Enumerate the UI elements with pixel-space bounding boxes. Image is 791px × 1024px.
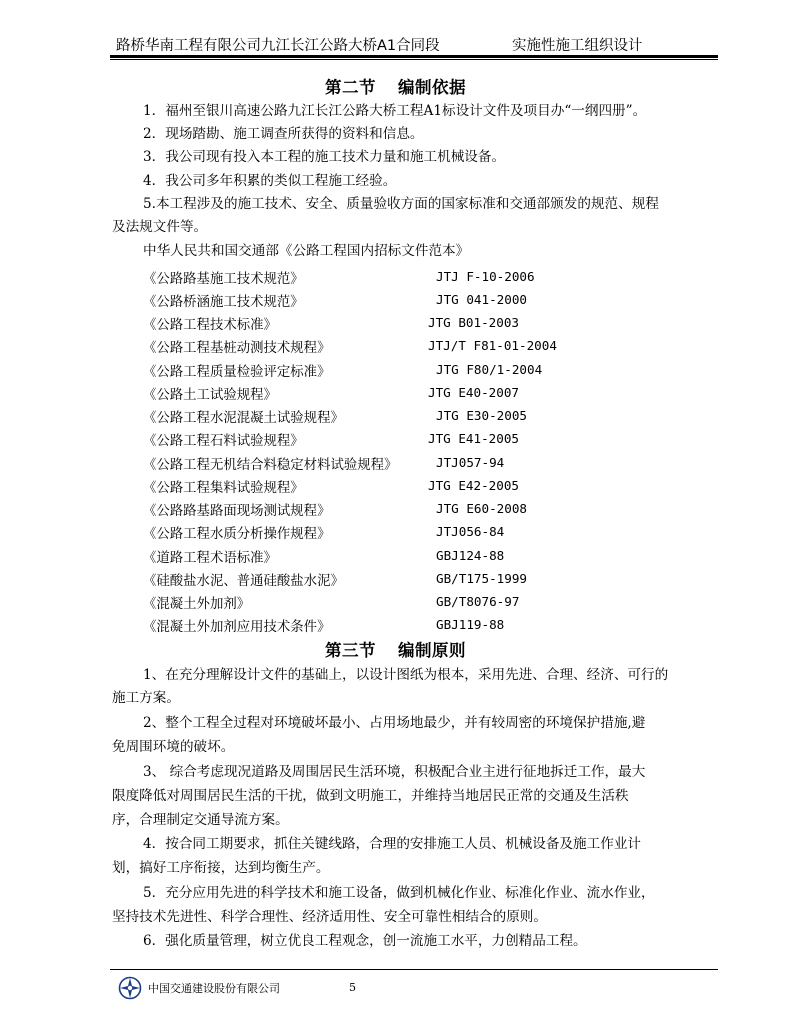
principle-line: 坚持技术先进性、科学合理性、经济适用性、安全可靠性相结合的原则。 (112, 909, 547, 925)
section-3-number: 第三节 (325, 641, 376, 660)
header-rule-thin (110, 59, 718, 60)
basis-item-5-line1: 5.本工程涉及的施工技术、安全、质量验收方面的国家标准和交通部颁发的规范、规程 (143, 196, 659, 212)
principle-line: 6．强化质量管理，树立优良工程观念，创一流施工水平，力创精品工程。 (143, 933, 587, 949)
section-3-heading (0, 637, 791, 661)
header-document-title: 实施性施工组织设计 (512, 38, 643, 54)
standard-name: 《公路工程集料试验规程》 (143, 481, 304, 496)
principle-line: 3、 综合考虑现况道路及周围居民生活环境，积极配合业主进行征地拆迁工作，最大 (143, 764, 646, 780)
section-3-title: 编制原则 (398, 641, 466, 660)
standard-name: 《道路工程术语标准》 (143, 551, 277, 566)
standard-name: 《混凝土外加剂应用技术条件》 (143, 620, 331, 635)
standard-code: JTG E60-2008 (436, 501, 527, 516)
standards-intro: 中华人民共和国交通部《公路工程国内招标文件范本》 (143, 243, 470, 259)
section-2-number: 第二节 (325, 78, 376, 97)
principle-line: 2、整个工程全过程对环境破坏最小、占用场地最少，并有较周密的环境保护措施,避 (143, 715, 646, 731)
principle-line: 划，搞好工序衔接，达到均衡生产。 (112, 860, 330, 876)
standard-name: 《公路工程质量检验评定标准》 (143, 365, 331, 380)
standard-name: 《公路路基施工技术规范》 (143, 272, 304, 287)
standard-code: GB/T8076-97 (436, 594, 520, 609)
basis-item-5-line2: 及法规文件等。 (112, 219, 208, 235)
standard-code: JTJ056-84 (436, 524, 505, 539)
basis-item-3: 3．我公司现有投入本工程的施工技术力量和施工机械设备。 (143, 149, 506, 165)
standard-code: JTG 041-2000 (436, 292, 527, 307)
section-2-title: 编制依据 (398, 78, 466, 97)
basis-item-1: 1．福州至银川高速公路九江长江公路大桥工程A1标设计文件及项目办“一纲四册”。 (143, 103, 647, 119)
standard-name: 《混凝土外加剂》 (143, 597, 251, 612)
standard-code: JTG E42-2005 (428, 478, 519, 493)
standard-code: JTJ057-94 (436, 455, 505, 470)
principle-line: 序，合理制定交通导流方案。 (112, 812, 289, 828)
standard-name: 《公路工程水质分析操作规程》 (143, 527, 331, 542)
principle-line: 免周围环境的破坏。 (112, 739, 235, 755)
section-2-heading (0, 74, 791, 98)
standard-name: 《公路土工试验规程》 (143, 388, 277, 403)
standard-code: JTJ F-10-2006 (436, 269, 535, 284)
standard-code: JTG B01-2003 (428, 315, 519, 330)
footer-company-name: 中国交通建设股份有限公司 (148, 982, 280, 995)
standard-code: JTG E41-2005 (428, 431, 519, 446)
standard-name: 《公路工程基桩动测技术规程》 (143, 341, 331, 356)
standard-name: 《公路工程石料试验规程》 (143, 434, 304, 449)
principle-line: 4．按合同工期要求，抓住关键线路，合理的安排施工人员、机械设备及施工作业计 (143, 836, 642, 852)
principle-line: 限度降低对周围居民生活的干扰，做到文明施工，并维持当地居民正常的交通及生活秩 (112, 788, 629, 804)
standard-code: GBJ119-88 (436, 617, 505, 632)
standard-name: 《公路桥涵施工技术规范》 (143, 295, 304, 310)
basis-item-4: 4．我公司多年积累的类似工程施工经验。 (143, 173, 397, 189)
header-project-name: 路桥华南工程有限公司九江长江公路大桥A1合同段 (116, 38, 440, 54)
standard-code: JTG E40-2007 (428, 385, 519, 400)
principle-line: 1、在充分理解设计文件的基础上，以设计图纸为根本，采用先进、合理、经济、可行的 (143, 667, 669, 683)
standard-name: 《公路工程技术标准》 (143, 318, 277, 333)
standard-code: JTG E30-2005 (436, 408, 527, 423)
standard-name: 《公路工程水泥混凝土试验规程》 (143, 411, 344, 426)
footer-rule (110, 969, 718, 970)
basis-item-2: 2．现场踏勘、施工调查所获得的资料和信息。 (143, 126, 424, 142)
standard-name: 《公路工程无机结合料稳定材料试验规程》 (143, 458, 398, 473)
company-logo-icon (118, 976, 142, 1000)
header-rule-thick (110, 55, 718, 58)
standard-code: JTG F80/1-2004 (436, 362, 543, 377)
principle-line: 施工方案。 (112, 690, 180, 706)
standard-name: 《公路路基路面现场测试规程》 (143, 504, 331, 519)
page-header (116, 28, 716, 58)
page-number: 5 (349, 981, 356, 994)
standard-code: GB/T175-1999 (436, 571, 527, 586)
standard-name: 《硅酸盐水泥、普通硅酸盐水泥》 (143, 574, 344, 589)
principle-line: 5．充分应用先进的科学技术和施工设备，做到机械化作业、标准化作业、流水作业， (143, 885, 655, 901)
standard-code: JTJ/T F81-01-2004 (428, 338, 557, 353)
standard-code: GBJ124-88 (436, 548, 505, 563)
